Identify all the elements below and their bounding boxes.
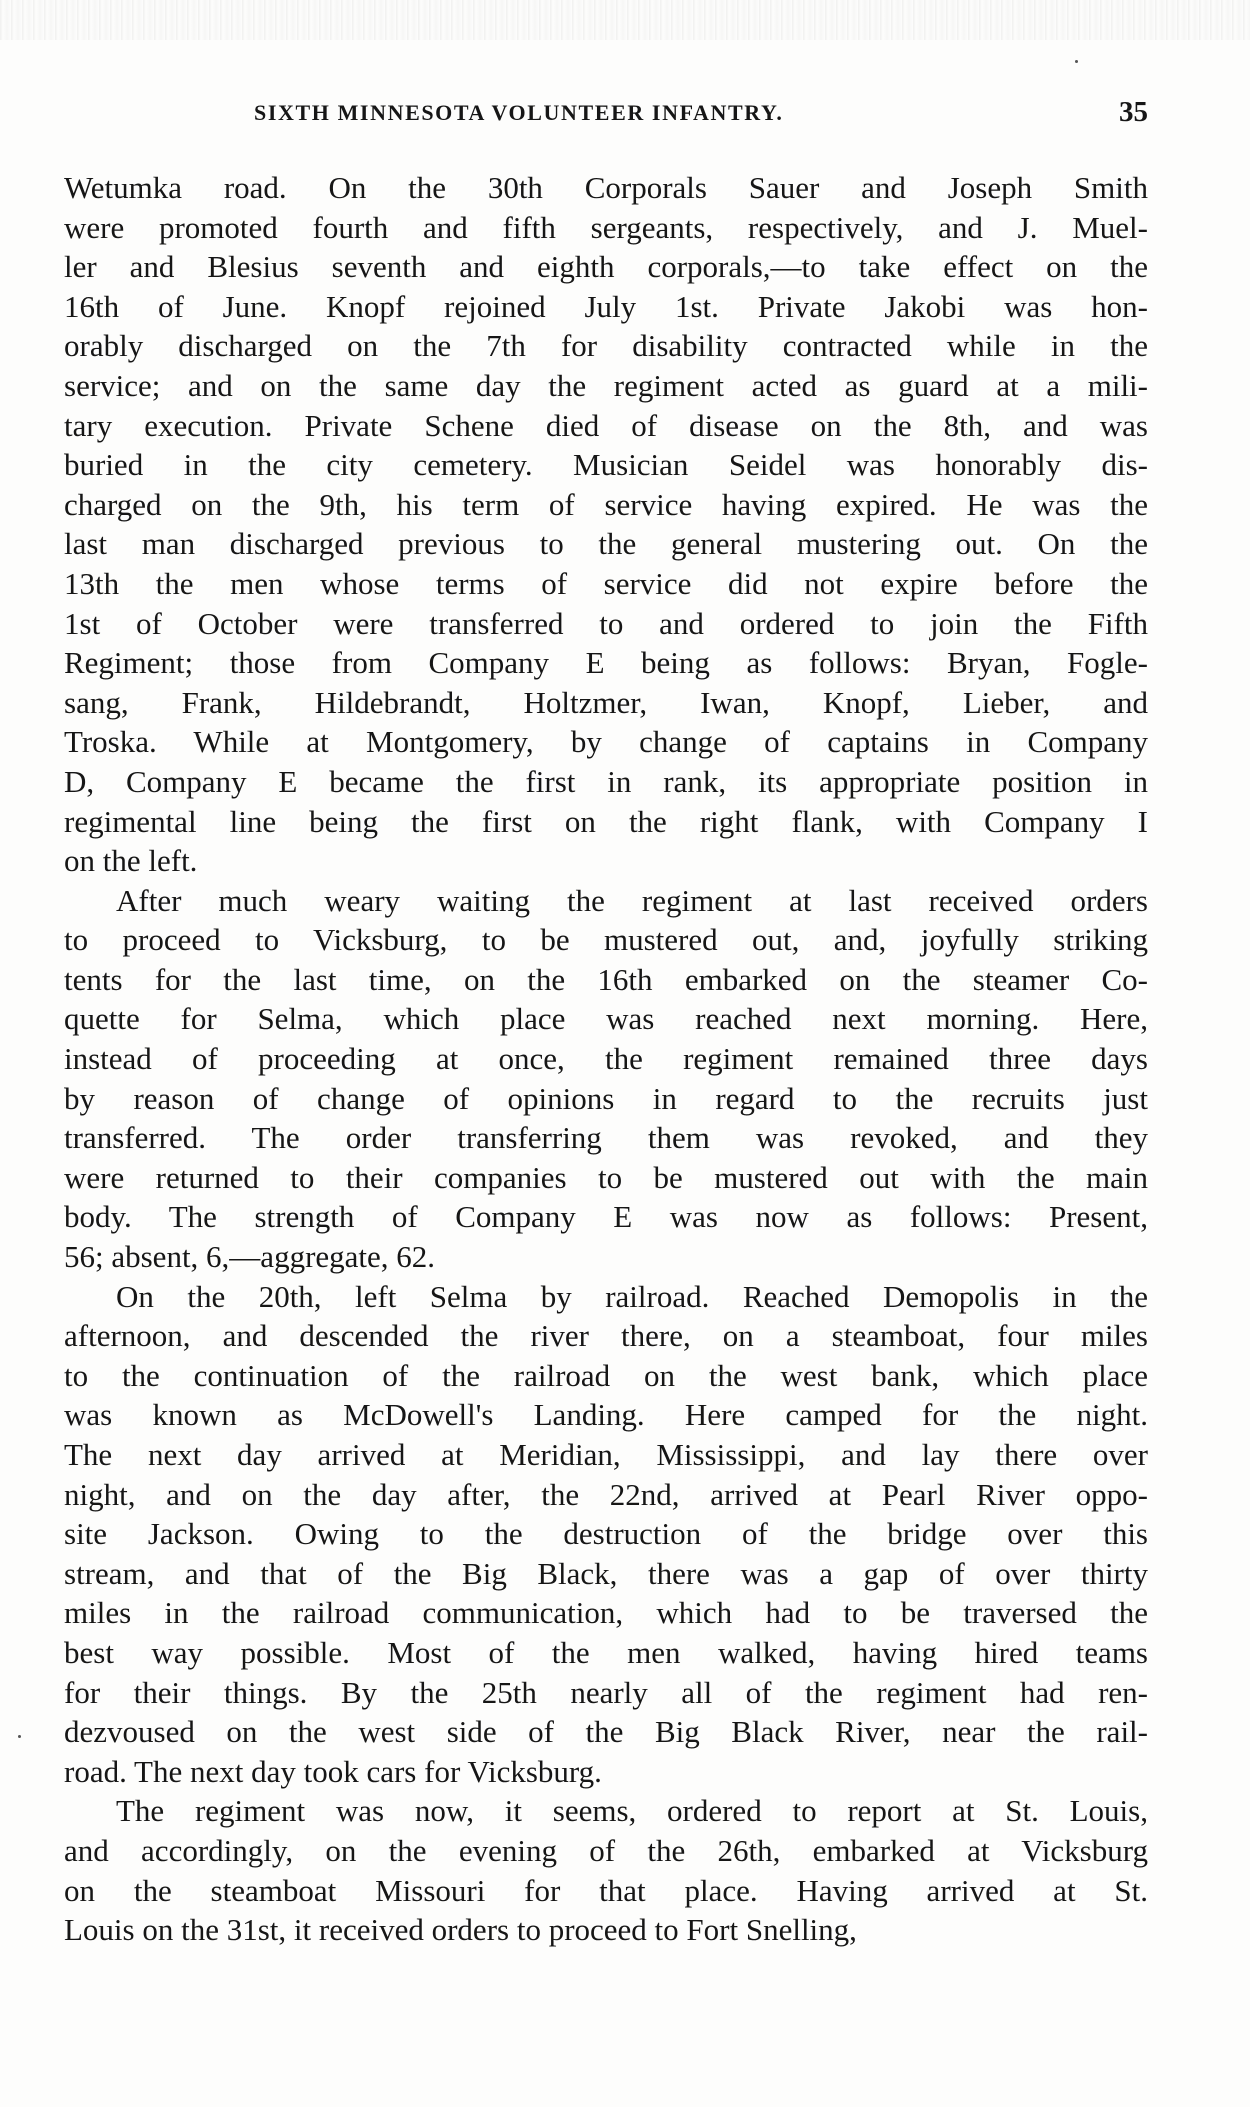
text-line: On the 20th, left Selma by railroad. Reached Demopolis in the	[116, 1278, 1148, 1314]
text-line: quette for Selma, which place was reached next morning. Here,	[64, 1001, 1148, 1037]
text-line: 56; absent, 6,—aggregate, 62.	[64, 1239, 436, 1275]
text-line: best way possible. Most of the men walked, having hired teams	[64, 1634, 1148, 1670]
text-line: by reason of change of opinions in regard to the recruits just	[64, 1080, 1148, 1116]
text-line: on the left.	[64, 843, 198, 879]
running-header	[64, 96, 1148, 136]
text-line: dezvoused on the west side of the Big Black River, near the rail-	[64, 1714, 1148, 1750]
text-line: orably discharged on the 7th for disability contracted while in the	[64, 328, 1148, 364]
paragraph	[64, 168, 1148, 881]
text-line: and accordingly, on the evening of the 26th, embarked at Vicksburg	[64, 1832, 1148, 1868]
text-line: tary execution. Private Schene died of disease on the 8th, and was	[64, 407, 1148, 443]
text-line: transferred. The order transferring them was revoked, and they	[64, 1120, 1148, 1156]
scan-speck	[1075, 60, 1078, 63]
text-line: D, Company E became the first in rank, its appropriate position in	[64, 763, 1148, 799]
text-line: Troska. While at Montgomery, by change of captains in Company	[64, 724, 1148, 760]
text-line: miles in the railroad communication, which had to be traversed the	[64, 1595, 1148, 1631]
text-line: After much weary waiting the regiment at last received orders	[116, 882, 1148, 918]
text-line: service; and on the same day the regiment acted as guard at a mili-	[64, 367, 1148, 403]
paragraph	[64, 1277, 1148, 1792]
text-line: Regiment; those from Company E being as follows: Bryan, Fogle-	[64, 645, 1148, 681]
text-line: buried in the city cemetery. Musician Seidel was honorably dis-	[64, 447, 1148, 483]
text-line: regimental line being the first on the right flank, with Company I	[64, 803, 1148, 839]
text-line: The regiment was now, it seems, ordered to report at St. Louis,	[116, 1793, 1148, 1829]
paragraph	[64, 881, 1148, 1277]
text-line: instead of proceeding at once, the regiment remained three days	[64, 1041, 1148, 1077]
text-line: were returned to their companies to be mustered out with the main	[64, 1159, 1148, 1195]
text-line: was known as McDowell's Landing. Here camped for the night.	[64, 1397, 1148, 1433]
text-line: to the continuation of the railroad on the west bank, which place	[64, 1357, 1148, 1393]
text-line: last man discharged previous to the general mustering out. On the	[64, 526, 1148, 562]
body-text	[64, 168, 1148, 1950]
text-line: charged on the 9th, his term of service having expired. He was the	[64, 486, 1148, 522]
text-line: afternoon, and descended the river there, on a steamboat, four miles	[64, 1318, 1148, 1354]
text-line: on the steamboat Missouri for that place. Having arrived at St.	[64, 1872, 1148, 1908]
text-line: 1st of October were transferred to and ordered to join the Fifth	[64, 605, 1148, 641]
text-line: for their things. By the 25th nearly all of the regiment had ren-	[64, 1674, 1148, 1710]
text-line: Louis on the 31st, it received orders to proceed to Fort Snelling,	[64, 1912, 857, 1948]
text-line: road. The next day took cars for Vicksburg.	[64, 1753, 602, 1789]
running-title: SIXTH MINNESOTA VOLUNTEER INFANTRY.	[254, 100, 784, 125]
text-line: body. The strength of Company E was now as follows: Present,	[64, 1199, 1148, 1235]
text-line: stream, and that of the Big Black, there was a gap of over thirty	[64, 1555, 1148, 1591]
text-line: Wetumka road. On the 30th Corporals Sauer and Joseph Smith	[64, 170, 1148, 205]
text-line: to proceed to Vicksburg, to be mustered out, and, joyfully striking	[64, 922, 1148, 958]
text-line: The next day arrived at Meridian, Mississippi, and lay there over	[64, 1437, 1148, 1472]
text-line: 13th the men whose terms of service did not expire before the	[64, 565, 1148, 601]
text-line: night, and on the day after, the 22nd, arrived at Pearl River oppo-	[64, 1476, 1148, 1512]
scan-edge-noise	[0, 0, 1250, 40]
text-line: ler and Blesius seventh and eighth corporals,—to take effect on the	[64, 249, 1148, 285]
text-line: 16th of June. Knopf rejoined July 1st. Private Jakobi was hon-	[64, 288, 1148, 324]
text-line: were promoted fourth and fifth sergeants, respectively, and J. Muel-	[64, 209, 1148, 245]
text-line: site Jackson. Owing to the destruction of the bridge over this	[64, 1516, 1148, 1552]
paragraph	[64, 1791, 1148, 1949]
text-line: tents for the last time, on the 16th embarked on the steamer Co-	[64, 961, 1148, 997]
text-line: sang, Frank, Hildebrandt, Holtzmer, Iwan, Knopf, Lieber, and	[64, 684, 1148, 720]
scan-speck	[18, 1735, 21, 1738]
page-number: 35	[1119, 96, 1148, 128]
